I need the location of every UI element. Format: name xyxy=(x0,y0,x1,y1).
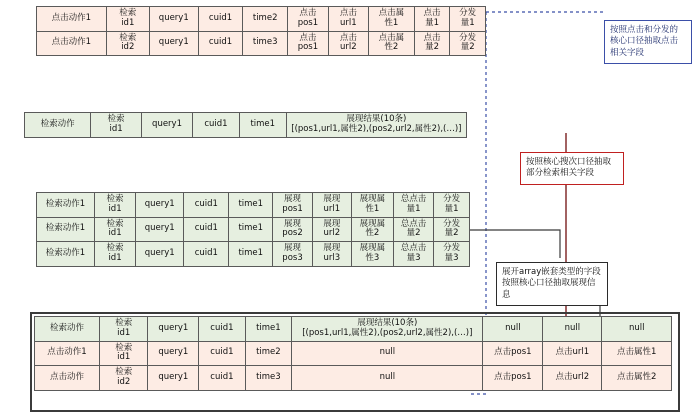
cell-search-id: 检索 id1 xyxy=(94,242,135,267)
cell-query: query1 xyxy=(136,193,184,218)
note-click-dispatch xyxy=(604,20,692,64)
cell-time: time1 xyxy=(245,317,292,342)
cell-search-id: 检索 id1 xyxy=(94,193,135,218)
cell-click-pos: 点击 pos1 xyxy=(288,7,329,32)
cell-click-pos: 点击pos1 xyxy=(483,341,543,366)
cell-dispatch-count: 分发 量3 xyxy=(434,242,470,267)
cell-display-pos: 展现 pos3 xyxy=(273,242,313,267)
cell-cuid: cuid1 xyxy=(198,31,243,56)
cell-click-pos: 点击pos1 xyxy=(483,366,543,391)
cell-click-url: null xyxy=(543,317,602,342)
table-row xyxy=(37,7,486,32)
cell-time: time2 xyxy=(243,7,288,32)
cell-display-url: 展现 url3 xyxy=(312,242,351,267)
cell-total-click: 总点击 量1 xyxy=(393,193,433,218)
cell-click-pos: null xyxy=(483,317,543,342)
cell-click-url: 点击 url2 xyxy=(328,31,368,56)
cell-action: 点击动作 xyxy=(35,366,100,391)
cell-query: query1 xyxy=(148,317,199,342)
cell-query: query1 xyxy=(148,366,199,391)
cell-search-id: 检索 id1 xyxy=(94,217,135,242)
table-row xyxy=(25,113,467,138)
cell-cuid: cuid1 xyxy=(198,7,243,32)
cell-click-count: 点击 量1 xyxy=(414,7,450,32)
cell-action: 点击动作1 xyxy=(35,341,100,366)
note-core-search xyxy=(520,152,624,185)
cell-click-pos: 点击 pos1 xyxy=(288,31,329,56)
cell-action: 检索动作1 xyxy=(37,217,95,242)
cell-search-id: 检索 id2 xyxy=(106,31,149,56)
cell-dispatch-count: 分发 量2 xyxy=(434,217,470,242)
cell-action: 检索动作1 xyxy=(37,193,95,218)
cell-click-attr: null xyxy=(602,317,672,342)
table-row xyxy=(37,242,470,267)
cell-cuid: cuid1 xyxy=(199,317,245,342)
note-text: 展开array嵌套类型的字段按照核心口径抽取展现信息 xyxy=(502,267,601,300)
cell-display-result: 展现结果(10条) [(pos1,url1,属性2),(pos2,url2,属性2),(…)] xyxy=(286,113,466,138)
cell-cuid: cuid1 xyxy=(184,242,229,267)
cell-time: time1 xyxy=(229,242,273,267)
cell-time: time1 xyxy=(229,217,273,242)
cell-action: 检索动作 xyxy=(35,317,100,342)
cell-query: query1 xyxy=(149,7,198,32)
cell-display-result: 展现结果(10条) [(pos1,url1,属性2),(pos2,url2,属性2),(…)] xyxy=(292,317,483,342)
cell-display-result: null xyxy=(292,341,483,366)
merged-result-table xyxy=(34,316,672,391)
cell-time: time2 xyxy=(245,341,292,366)
cell-cuid: cuid1 xyxy=(193,113,240,138)
cell-query: query1 xyxy=(149,31,198,56)
cell-total-click: 总点击 量3 xyxy=(393,242,433,267)
cell-action: 检索动作 xyxy=(25,113,91,138)
note-text: 按照点击和分发的核心口径抽取点击相关字段 xyxy=(610,25,679,58)
cell-time: time3 xyxy=(245,366,292,391)
cell-query: query1 xyxy=(148,341,199,366)
cell-dispatch-count: 分发 量1 xyxy=(450,7,486,32)
note-array-expand xyxy=(496,262,608,306)
table-row xyxy=(35,317,672,342)
cell-search-id: 检索 id1 xyxy=(91,113,142,138)
cell-query: query1 xyxy=(136,217,184,242)
cell-query: query1 xyxy=(141,113,192,138)
cell-display-result: null xyxy=(292,366,483,391)
table-row xyxy=(35,341,672,366)
cell-search-id: 检索 id1 xyxy=(100,341,148,366)
cell-cuid: cuid1 xyxy=(199,341,245,366)
cell-dispatch-count: 分发 量1 xyxy=(434,193,470,218)
cell-search-id: 检索 id1 xyxy=(106,7,149,32)
expanded-display-table xyxy=(36,192,470,267)
cell-display-attr: 展现属 性1 xyxy=(351,193,393,218)
cell-action: 点击动作1 xyxy=(37,7,107,32)
cell-display-pos: 展现 pos1 xyxy=(273,193,313,218)
cell-cuid: cuid1 xyxy=(184,217,229,242)
cell-cuid: cuid1 xyxy=(199,366,245,391)
cell-click-url: 点击 url1 xyxy=(328,7,368,32)
cell-click-attr: 点击属性1 xyxy=(602,341,672,366)
cell-display-url: 展现 url2 xyxy=(312,217,351,242)
cell-display-pos: 展现 pos2 xyxy=(273,217,313,242)
search-action-table xyxy=(24,112,467,138)
cell-display-attr: 展现属 性3 xyxy=(351,242,393,267)
cell-display-url: 展现 url1 xyxy=(312,193,351,218)
table-row xyxy=(35,366,672,391)
cell-click-url: 点击url2 xyxy=(543,366,602,391)
cell-action: 点击动作1 xyxy=(37,31,107,56)
table-row xyxy=(37,31,486,56)
cell-click-attr: 点击属性2 xyxy=(602,366,672,391)
cell-time: time1 xyxy=(229,193,273,218)
cell-time: time1 xyxy=(239,113,286,138)
table-row xyxy=(37,217,470,242)
cell-search-id: 检索 id1 xyxy=(100,317,148,342)
cell-query: query1 xyxy=(136,242,184,267)
cell-click-attr: 点击属 性2 xyxy=(368,31,414,56)
cell-search-id: 检索 id2 xyxy=(100,366,148,391)
note-text: 按照核心搜次口径抽取部分检索相关字段 xyxy=(526,157,612,179)
cell-action: 检索动作1 xyxy=(37,242,95,267)
cell-click-attr: 点击属 性1 xyxy=(368,7,414,32)
cell-click-url: 点击url1 xyxy=(543,341,602,366)
cell-click-count: 点击 量2 xyxy=(414,31,450,56)
cell-display-attr: 展现属 性2 xyxy=(351,217,393,242)
cell-dispatch-count: 分发 量2 xyxy=(450,31,486,56)
table-row xyxy=(37,193,470,218)
cell-cuid: cuid1 xyxy=(184,193,229,218)
click-action-table xyxy=(36,6,486,56)
cell-time: time3 xyxy=(243,31,288,56)
cell-total-click: 总点击 量2 xyxy=(393,217,433,242)
